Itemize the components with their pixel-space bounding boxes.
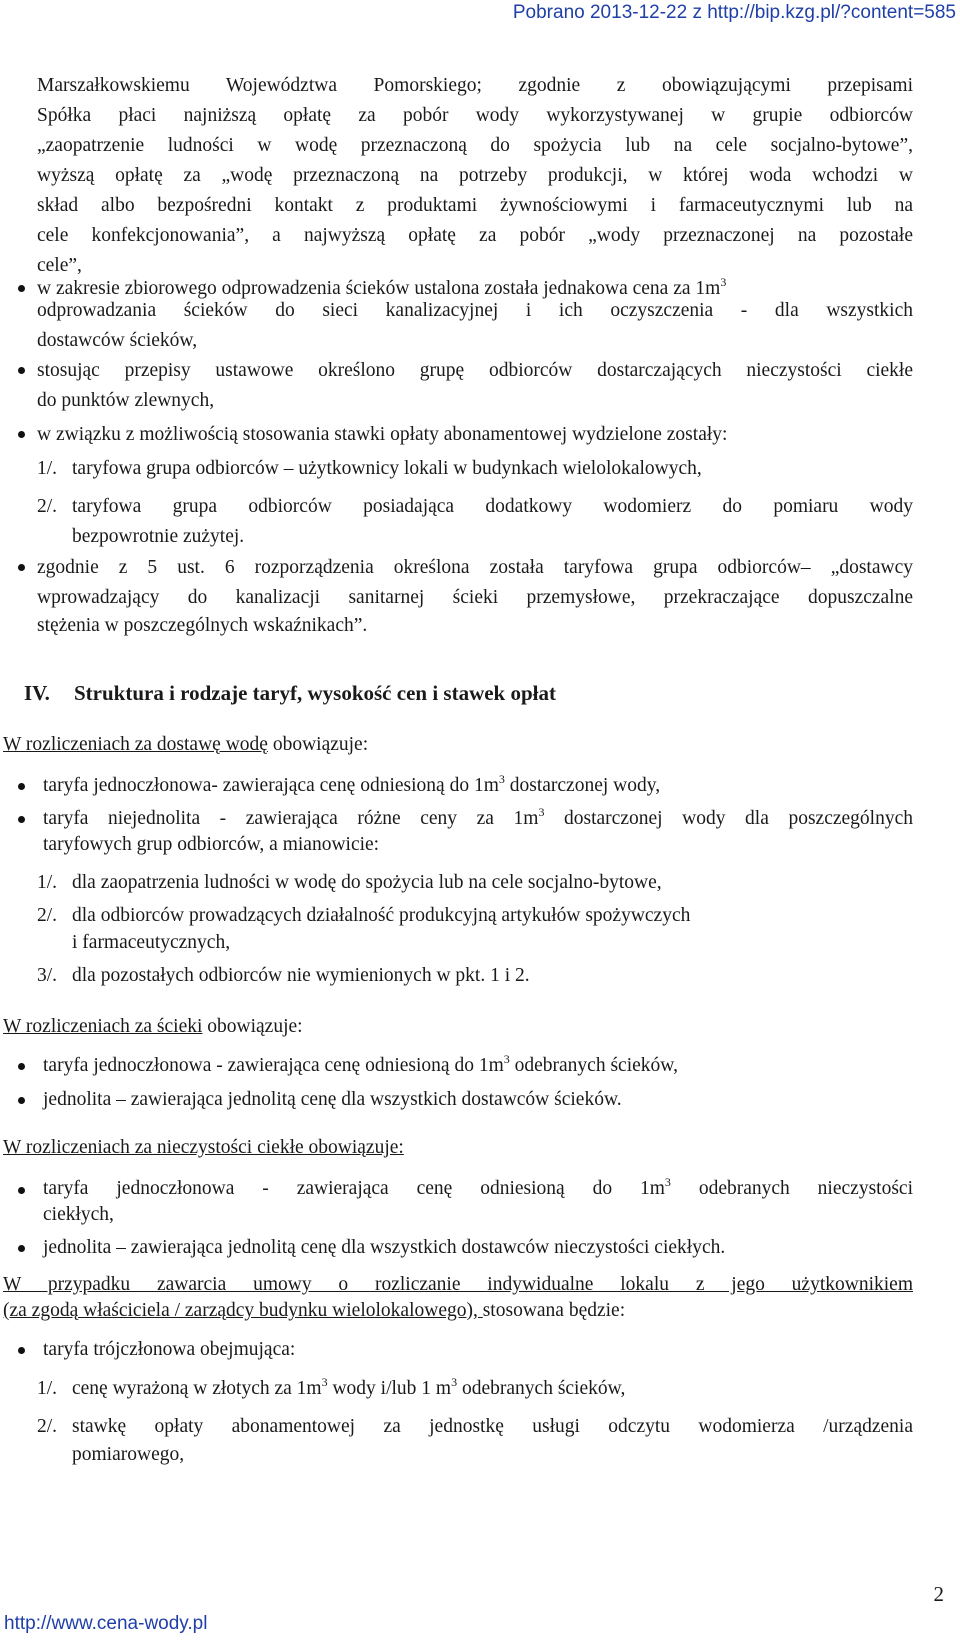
individual-sub2-line1: stawkę opłaty abonamentowej za jednostkę usługi odczytu wodomierza /urządzenia (72, 1416, 913, 1437)
water-lead: W rozliczeniach za dostawę wodę obowiązuje: (3, 734, 369, 755)
b1-line3: dostawców ścieków, (37, 330, 198, 351)
bullet-icon (18, 1187, 25, 1194)
group2-line1: taryfowa grupa odbiorców posiadająca dodatkowy wodomierz do pomiaru wody (72, 496, 913, 517)
b4-line3: stężenia w poszczególnych wskaźnikach”. (37, 615, 368, 636)
para1-line5: skład albo bezpośredni kontakt z produktami żywnościowymi i farmaceutycznymi lub na (37, 195, 913, 216)
individual-item1: taryfa trójczłonowa obejmująca: (43, 1339, 296, 1360)
section-title: Struktura i rodzaje taryf, wysokość cen i stawek opłat (74, 681, 556, 705)
water-item2-line1: taryfa niejednolita - zawierająca różne ceny za $1m^3$ dostarczonej wody dla poszczególnych (43, 805, 913, 829)
group1-number: 1/. (37, 458, 58, 479)
bullet-icon (18, 367, 25, 374)
bullet-icon (18, 1097, 25, 1104)
individual-lead-line1: W przypadku zawarcia umowy o rozliczanie indywidualne lokalu z jego użytkownikiem (3, 1274, 913, 1295)
water-sub3-number: 3/. (37, 965, 58, 986)
sewage-lead: W rozliczeniach za ścieki obowiązuje: (3, 1016, 303, 1037)
group2-line2: bezpowrotnie zużytej. (72, 526, 245, 547)
bullet-icon (18, 816, 25, 823)
b2-line1: stosując przepisy ustawowe określono grupę odbiorców dostarczających nieczystości ciekłe (37, 360, 913, 381)
page-number: 2 (933, 1582, 944, 1606)
b1-line1: w zakresie zbiorowego odprowadzenia ścieków ustalona została jednakowa cena za $1m^3$ (37, 275, 727, 299)
para1-line6: cele konfekcjonowania”, a najwyższą opłatę za pobór „wody przeznaczonej na pozostałe (37, 225, 913, 246)
water-item2-line2: taryfowych grup odbiorców, a mianowicie: (43, 834, 380, 855)
b1-line2: odprowadzania ścieków do sieci kanalizacyjnej i ich oczyszczenia - dla wszystkich (37, 300, 913, 321)
para1-line1: Marszałkowskiemu Województwa Pomorskiego; zgodnie z obowiązującymi przepisami (37, 75, 913, 96)
individual-sub2-number: 2/. (37, 1416, 58, 1437)
individual-sub1: cenę wyrażoną w złotych za $1m^3$ wody i/lub 1 $m^3$ odebranych ścieków, (72, 1375, 626, 1399)
bullet-icon (18, 1347, 25, 1354)
sewage-item1: taryfa jednoczłonowa - zawierająca cenę odniesioną do $1m^3$ odebranych ścieków, (43, 1052, 678, 1076)
liquid-item1-line1: taryfa jednoczłonowa - zawierająca cenę odniesioną do $1m^3$ odebranych nieczystości (43, 1175, 913, 1199)
water-sub2-number: 2/. (37, 905, 58, 926)
bullet-icon (18, 1245, 25, 1252)
b2-line2: do punktów zlewnych, (37, 390, 215, 411)
individual-sub1-number: 1/. (37, 1378, 58, 1399)
water-sub1: dla zaopatrzenia ludności w wodę do spożycia lub na cele socjalno-bytowe, (72, 872, 662, 893)
water-sub2-line2: i farmaceutycznych, (72, 932, 231, 953)
b4-line2: wprowadzający do kanalizacji sanitarnej ścieki przemysłowe, przekraczające dopuszczalne (37, 587, 913, 608)
para1-line2: Spółka płaci najniższą opłatę za pobór wody wykorzystywanej w grupie odbiorców (37, 105, 913, 126)
bullet-icon (18, 783, 25, 790)
liquid-item2: jednolita – zawierająca jednolitą cenę dla wszystkich dostawców nieczystości ciekłych. (43, 1237, 726, 1258)
para1-line7: cele”, (37, 255, 82, 276)
liquid-item1-line2: ciekłych, (43, 1204, 114, 1225)
water-sub3: dla pozostałych odbiorców nie wymienionych w pkt. 1 i 2. (72, 965, 530, 986)
section-number: IV. (24, 681, 50, 705)
para1-line3: „zaopatrzenie ludności w wodę przeznaczoną do spożycia lub na cele socjalno-bytowe”, (37, 135, 913, 156)
sewage-item2: jednolita – zawierająca jednolitą cenę dla wszystkich dostawców ścieków. (43, 1089, 622, 1110)
individual-sub2-line2: pomiarowego, (72, 1444, 185, 1465)
water-sub1-number: 1/. (37, 872, 58, 893)
liquid-lead: W rozliczeniach za nieczystości ciekłe obowiązuje: (3, 1137, 404, 1158)
bullet-icon (18, 431, 25, 438)
water-sub2-line1: dla odbiorców prowadzących działalność produkcyjną artykułów spożywczych (72, 905, 691, 926)
water-item1: taryfa jednoczłonowa- zawierająca cenę odniesioną do $1m^3$ dostarczonej wody, (43, 772, 661, 796)
group2-number: 2/. (37, 496, 58, 517)
bullet-icon (18, 564, 25, 571)
bullet-icon (18, 285, 25, 292)
b3-line1: w związku z możliwością stosowania stawki opłaty abonamentowej wydzielone zostały: (37, 424, 728, 445)
bullet-icon (18, 1063, 25, 1070)
individual-lead-line2: (za zgodą właściciela / zarządcy budynku wielolokalowego), stosowana będzie: (3, 1300, 626, 1321)
group1-text: taryfowa grupa odbiorców – użytkownicy lokali w budynkach wielolokalowych, (72, 458, 702, 479)
download-source-note: Pobrano 2013-12-22 z http://bip.kzg.pl/?content=585 (512, 2, 956, 23)
para1-line4: wyższą opłatę za „wodę przeznaczoną na potrzeby produkcji, w której woda wchodzi w (37, 165, 913, 186)
b4-line1: zgodnie z 5 ust. 6 rozporządzenia określona została taryfowa grupa odbiorców– „dostawcy (37, 557, 913, 578)
footer-url[interactable]: http://www.cena-wody.pl (4, 1613, 208, 1634)
